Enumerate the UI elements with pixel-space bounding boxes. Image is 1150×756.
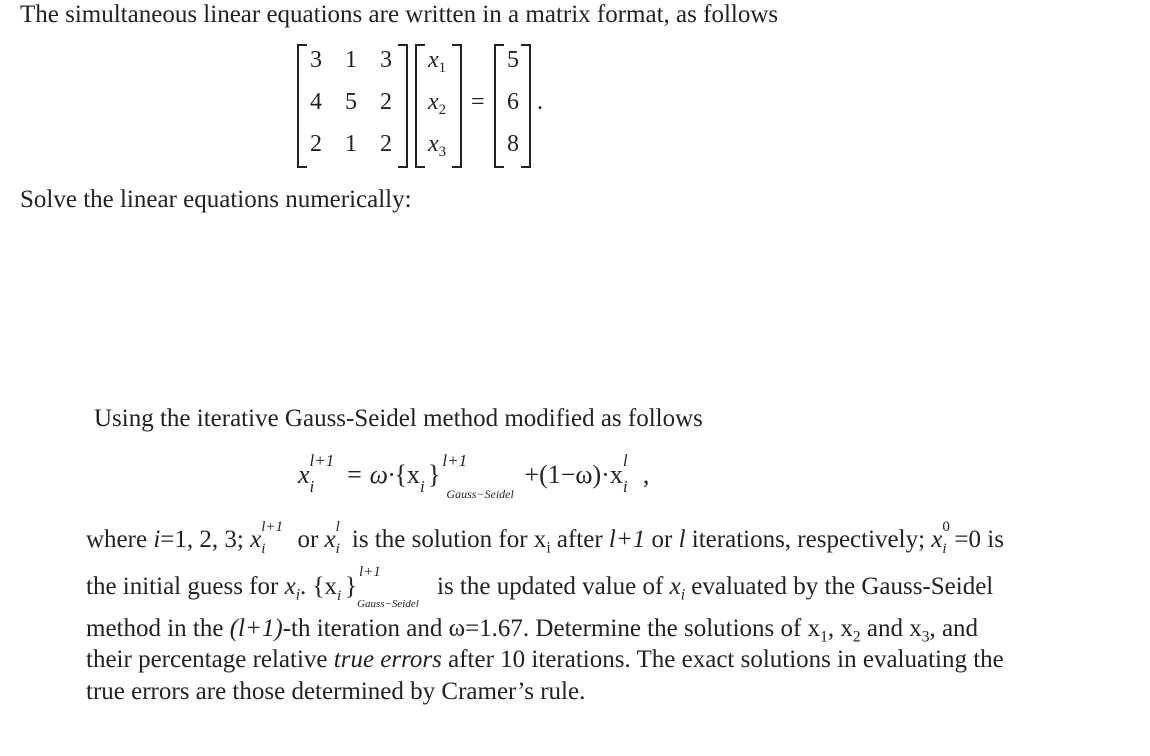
matrix-a-cell: 2 [380,89,392,115]
gauss-seidel-formula [298,451,650,501]
formula-brace: {x i } [394,460,441,496]
matrix-a-cell: 1 [345,131,357,157]
formula-lhs-sup: l+1 [309,451,335,470]
intro-text: The simultaneous linear equations are written in a matrix format, as follows [20,1,779,28]
formula-lhs-sub: i [309,477,315,496]
equation-period: . [537,89,543,115]
matrix-a-cell: 1 [345,47,357,73]
method-intro: Using the iterative Gauss-Seidel method modified as follows [94,405,703,432]
vector-x-entry: $x_2$ [428,89,447,119]
formula-lhs: x [298,460,310,489]
equals-sign: = [471,89,485,115]
formula-gs-label: Gauss−Seidel [446,487,514,501]
para-line-1: where i=1, 2, 3; x l+1 i or x l i is the solution for $x_i$ after l+1 or l iterations, respectively; x 0 i =0 is [86,519,1004,557]
vector-b-entry: 5 [507,47,519,73]
vector-x-entry: $x_1$ [428,47,447,77]
matrix-a-cell: 5 [345,89,357,115]
vector-x-left-bracket [415,44,425,168]
formula-brace-sup: l+1 [442,451,468,470]
matrix-a-cell: 3 [310,47,322,73]
vector-x-right-bracket [452,44,462,168]
vector-x-entry: $x_3$ [428,131,447,161]
matrix-a-cell: 2 [380,131,392,157]
para-line-4: their percentage relative true errors after 10 iterations. The exact solutions in evaluating the [86,646,1004,673]
matrix-a-cell: 3 [380,47,392,73]
matrix-a-cell: 4 [310,89,322,115]
matrix-a-cell: 2 [310,131,322,157]
formula-relax-term: +(1−ω)·x [524,460,623,489]
formula-comma: , [642,460,650,489]
formula-tail-sub: i [622,477,628,496]
para-line-2: the initial guess for $x_i$. {x i } l+1 Gauss−Seidel is the updated value of $x_i$ evaluated by the Gauss-Seidel [86,564,994,610]
solve-instruction: Solve the linear equations numerically: [20,186,412,213]
vector-b-entry: 8 [507,131,519,157]
para-line-3: method in the (l+1)-th iteration and ω=1.67. Determine the solutions of $x_1$, $x_2$ and $x_3$, and [86,615,979,646]
formula-omega: = ω· [345,460,395,489]
vector-b-entry: 6 [507,89,519,115]
formula-tail-sup: l [622,451,628,470]
para-line-5: true errors are those determined by Cramer’s rule. [86,678,586,705]
